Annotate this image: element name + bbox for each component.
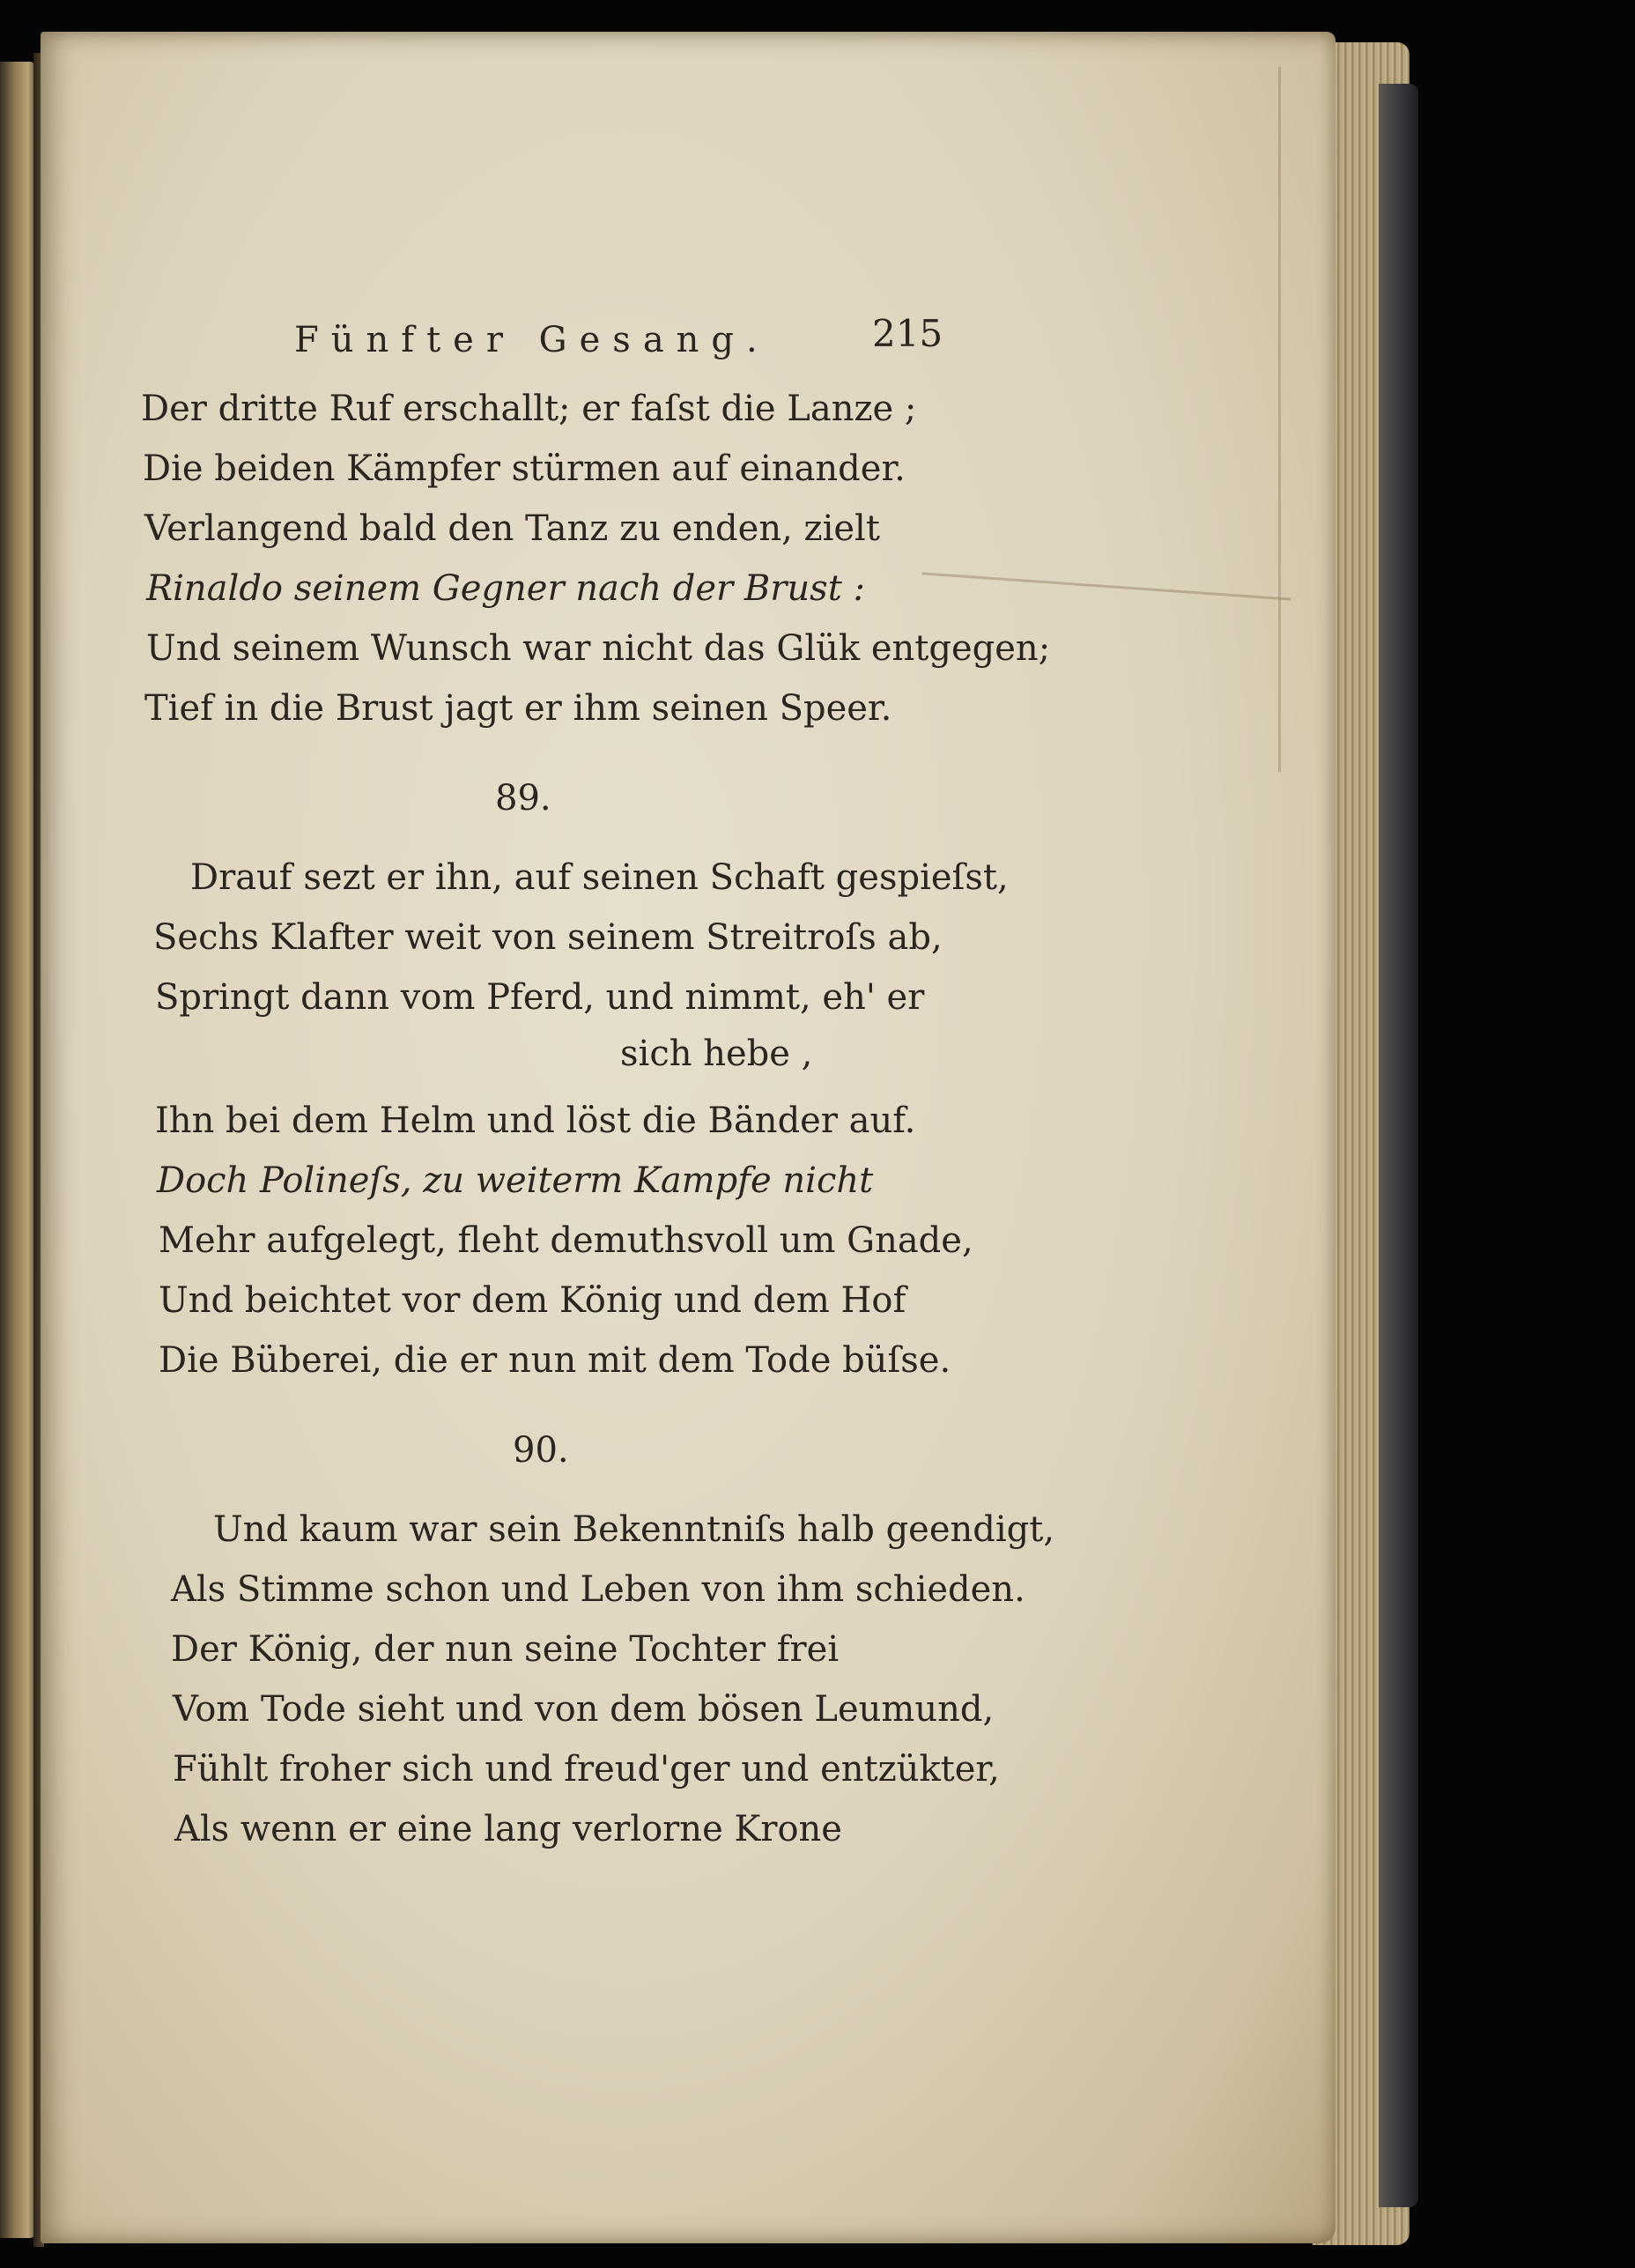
page-number: 215 (872, 312, 943, 355)
verse-line-italic-name (157, 1160, 874, 1201)
verse-line: Drauf sezt er ihn, auf seinen Schaft gespieſst, (190, 857, 1009, 898)
verse-line-italic-name (146, 568, 865, 609)
verse-line: Mehr aufgelegt, fleht demuthsvoll um Gnade, (159, 1220, 973, 1261)
verse-line: Und seinem Wunsch war nicht das Glük entgegen; (146, 628, 1051, 669)
verse-line: Der König, der nun seine Tochter frei (171, 1629, 840, 1670)
verse-line: Sechs Klafter weit von seinem Streitroſs ab, (153, 917, 943, 958)
stanza-number: 89. (495, 778, 551, 819)
verse-line: Ihn bei dem Helm und löst die Bänder auf. (155, 1101, 916, 1141)
verse-line: Und kaum war sein Bekenntniſs halb geendigt, (213, 1509, 1055, 1550)
name-rinaldo: Rinaldo seinem Gegner nach der Brust : (146, 568, 865, 609)
paper-tear-line (1278, 67, 1281, 772)
verse-line-runover: sich hebe , (620, 1034, 813, 1074)
right-page (41, 32, 1335, 2243)
verse-line: Als wenn er eine lang verlorne Krone (174, 1809, 842, 1849)
book-cover-edge (1379, 84, 1418, 2207)
paper-fold-line (921, 572, 1291, 600)
verse-line: Vom Tode sieht und von dem bösen Leumund, (173, 1689, 995, 1730)
verse-line: Springt dann vom Pferd, und nimmt, eh' er (155, 977, 925, 1018)
verse-line: Und beichtet vor dem König und dem Hof (159, 1280, 906, 1321)
verse-line: Verlangend bald den Tanz zu enden, zielt (144, 508, 880, 549)
verse-line: Tief in die Brust jagt er ihm seinen Speer. (144, 688, 892, 729)
left-page-edge (0, 62, 35, 2238)
verse-line: Als Stimme schon und Leben von ihm schieden. (171, 1569, 1025, 1610)
verse-line: Die Büberei, die er nun mit dem Tode büſse. (159, 1340, 951, 1381)
running-title: Fünfter Gesang. (294, 320, 770, 360)
stanza-number: 90. (513, 1430, 569, 1471)
verse-line: Fühlt froher sich und freud'ger und entzükter, (173, 1749, 1000, 1790)
verse-line: Der dritte Ruf erschallt; er faſst die Lanze ; (141, 389, 917, 429)
verse-line: Die beiden Kämpfer stürmen auf einander. (143, 448, 906, 489)
name-polinesso: Doch Polineſs, zu weiterm Kampfe nicht (157, 1160, 874, 1201)
